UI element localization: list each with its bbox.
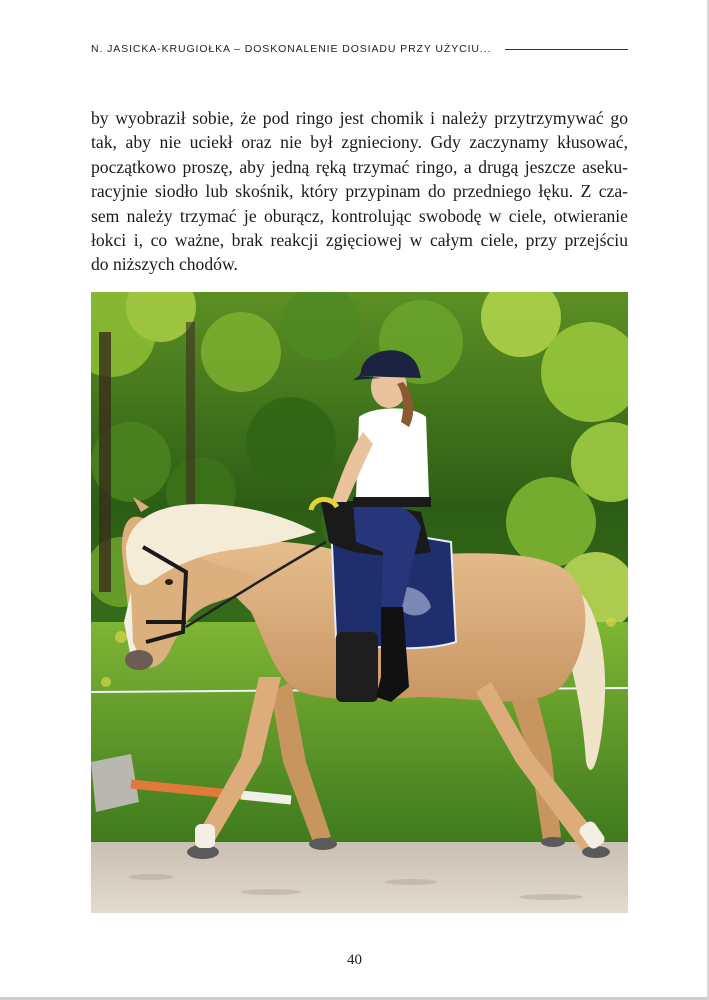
tree-trunk	[186, 322, 195, 522]
body-line: początkowo proszę, aby jedną ręką trzymać ringo, a drugą jeszcze aseku-	[91, 156, 628, 177]
girth	[336, 632, 378, 702]
body-line: tak, aby nie uciekł oraz nie był zgnieciony. Gdy zaczynamy kłusować,	[91, 132, 628, 153]
photo-rider-on-horse	[91, 292, 628, 913]
body-line: łokci i, co ważne, brak reakcji zgięciowej w całym ciele, przy przejściu	[91, 230, 628, 251]
horse-eye	[165, 579, 173, 585]
page-number: 40	[347, 952, 362, 968]
ground-pole-stripe	[241, 795, 291, 800]
rider-belt	[353, 497, 431, 507]
running-header	[91, 40, 628, 58]
running-title: N. JASICKA-KRUGIOŁKA – DOSKONALENIE DOSIADU PRZY UŻYCIU...	[91, 43, 492, 55]
body-paragraph	[91, 106, 628, 277]
body-line: do niższych chodów.	[91, 254, 238, 275]
body-line: by wyobraził sobie, że pod ringo jest chomik i należy przytrzymywać go	[91, 108, 628, 128]
body-line: racyjnie siodło lub skośnik, który przypinam do przedniego łęku. Z cza-	[91, 181, 628, 202]
photo-illustration	[91, 292, 628, 913]
body-line: sem należy trzymać je oburącz, kontrolując swobodę w ciele, otwieranie	[91, 205, 628, 226]
horse-muzzle	[125, 650, 153, 670]
tree-trunk	[99, 332, 111, 592]
header-rule	[505, 49, 628, 50]
